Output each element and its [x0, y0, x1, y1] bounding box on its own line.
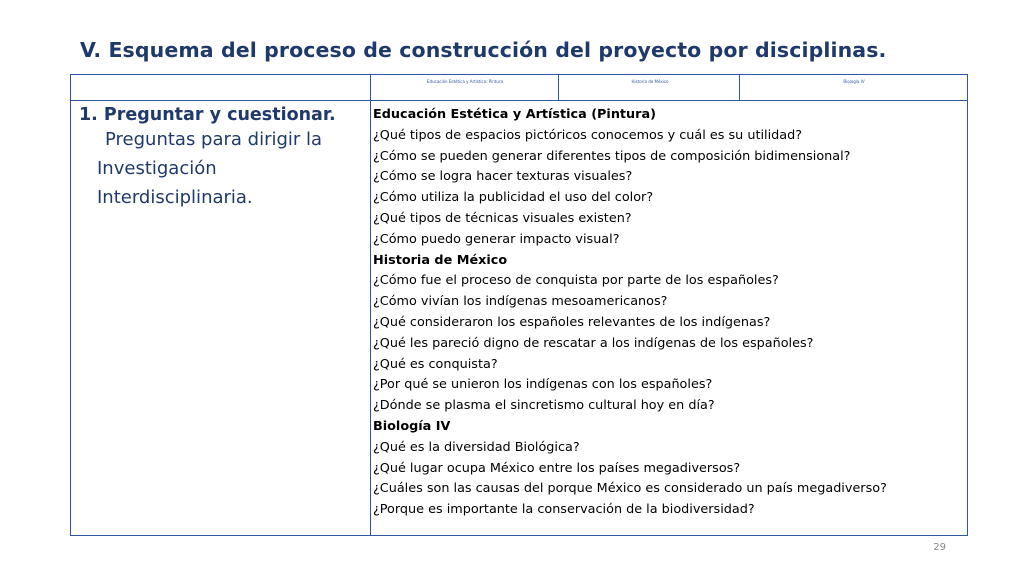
step-description [79, 125, 369, 212]
question-item: ¿Por qué se unieron los indígenas con los españoles? [373, 377, 713, 393]
section-heading: Educación Estética y Artística (Pintura) [373, 107, 656, 122]
header-divider [558, 75, 559, 100]
question-item: ¿Cuáles son las causas del porque México es considerado un país megadiverso? [373, 481, 887, 497]
step-description-line: Preguntas para dirigir la [105, 129, 323, 150]
question-item: ¿Qué consideraron los españoles relevantes de los indígenas? [373, 314, 771, 330]
slide-title: V. Esquema del proceso de construcción del proyecto por disciplinas. [80, 38, 887, 62]
section-heading: Biología IV [373, 418, 451, 434]
question-item: ¿Porque es importante la conservación de la biodiversidad? [373, 502, 755, 518]
question-item: ¿Cómo se logra hacer texturas visuales? [373, 169, 633, 185]
question-item: ¿Qué tipos de técnicas visuales existen? [373, 210, 632, 226]
left-cell [79, 105, 369, 212]
question-item: ¿Cómo vivían los indígenas mesoamericanos? [373, 294, 668, 310]
question-item: ¿Cómo utiliza la publicidad el uso del color? [373, 190, 654, 206]
step-description-line: Interdisciplinaria. [97, 187, 253, 208]
question-item: ¿Cómo se pueden generar diferentes tipos de composición bidimensional? [373, 148, 851, 164]
question-item: ¿Qué tipos de espacios pictóricos conocemos y cuál es su utilidad? [373, 127, 803, 143]
step-description-line: Investigación [97, 158, 217, 179]
project-table [70, 74, 968, 536]
table-header-row [71, 75, 967, 101]
header-cell-arts: Educación Estética y Artística: Pintura [427, 79, 503, 84]
questions-cell [373, 105, 963, 521]
page-number: 29 [933, 542, 946, 553]
question-item: ¿Qué lugar ocupa México entre los países megadiversos? [373, 460, 741, 476]
question-item: ¿Qué es conquista? [373, 356, 498, 372]
header-cell-history: Historia de México [631, 79, 669, 84]
question-item: ¿Qué es la diversidad Biológica? [373, 439, 580, 455]
question-item: ¿Cómo puedo generar impacto visual? [373, 231, 620, 247]
question-item: ¿Dónde se plasma el sincretismo cultural hoy en día? [373, 398, 715, 414]
section-heading: Historia de México [373, 252, 508, 268]
question-item: ¿Cómo fue el proceso de conquista por parte de los españoles? [373, 273, 779, 289]
header-divider [739, 75, 740, 100]
header-cell-biology: Biología IV [843, 79, 865, 84]
question-item: ¿Qué les pareció digno de rescatar a los indígenas de los españoles? [373, 335, 814, 351]
step-title: 1. Preguntar y cuestionar. [79, 105, 336, 125]
column-divider [370, 75, 371, 535]
